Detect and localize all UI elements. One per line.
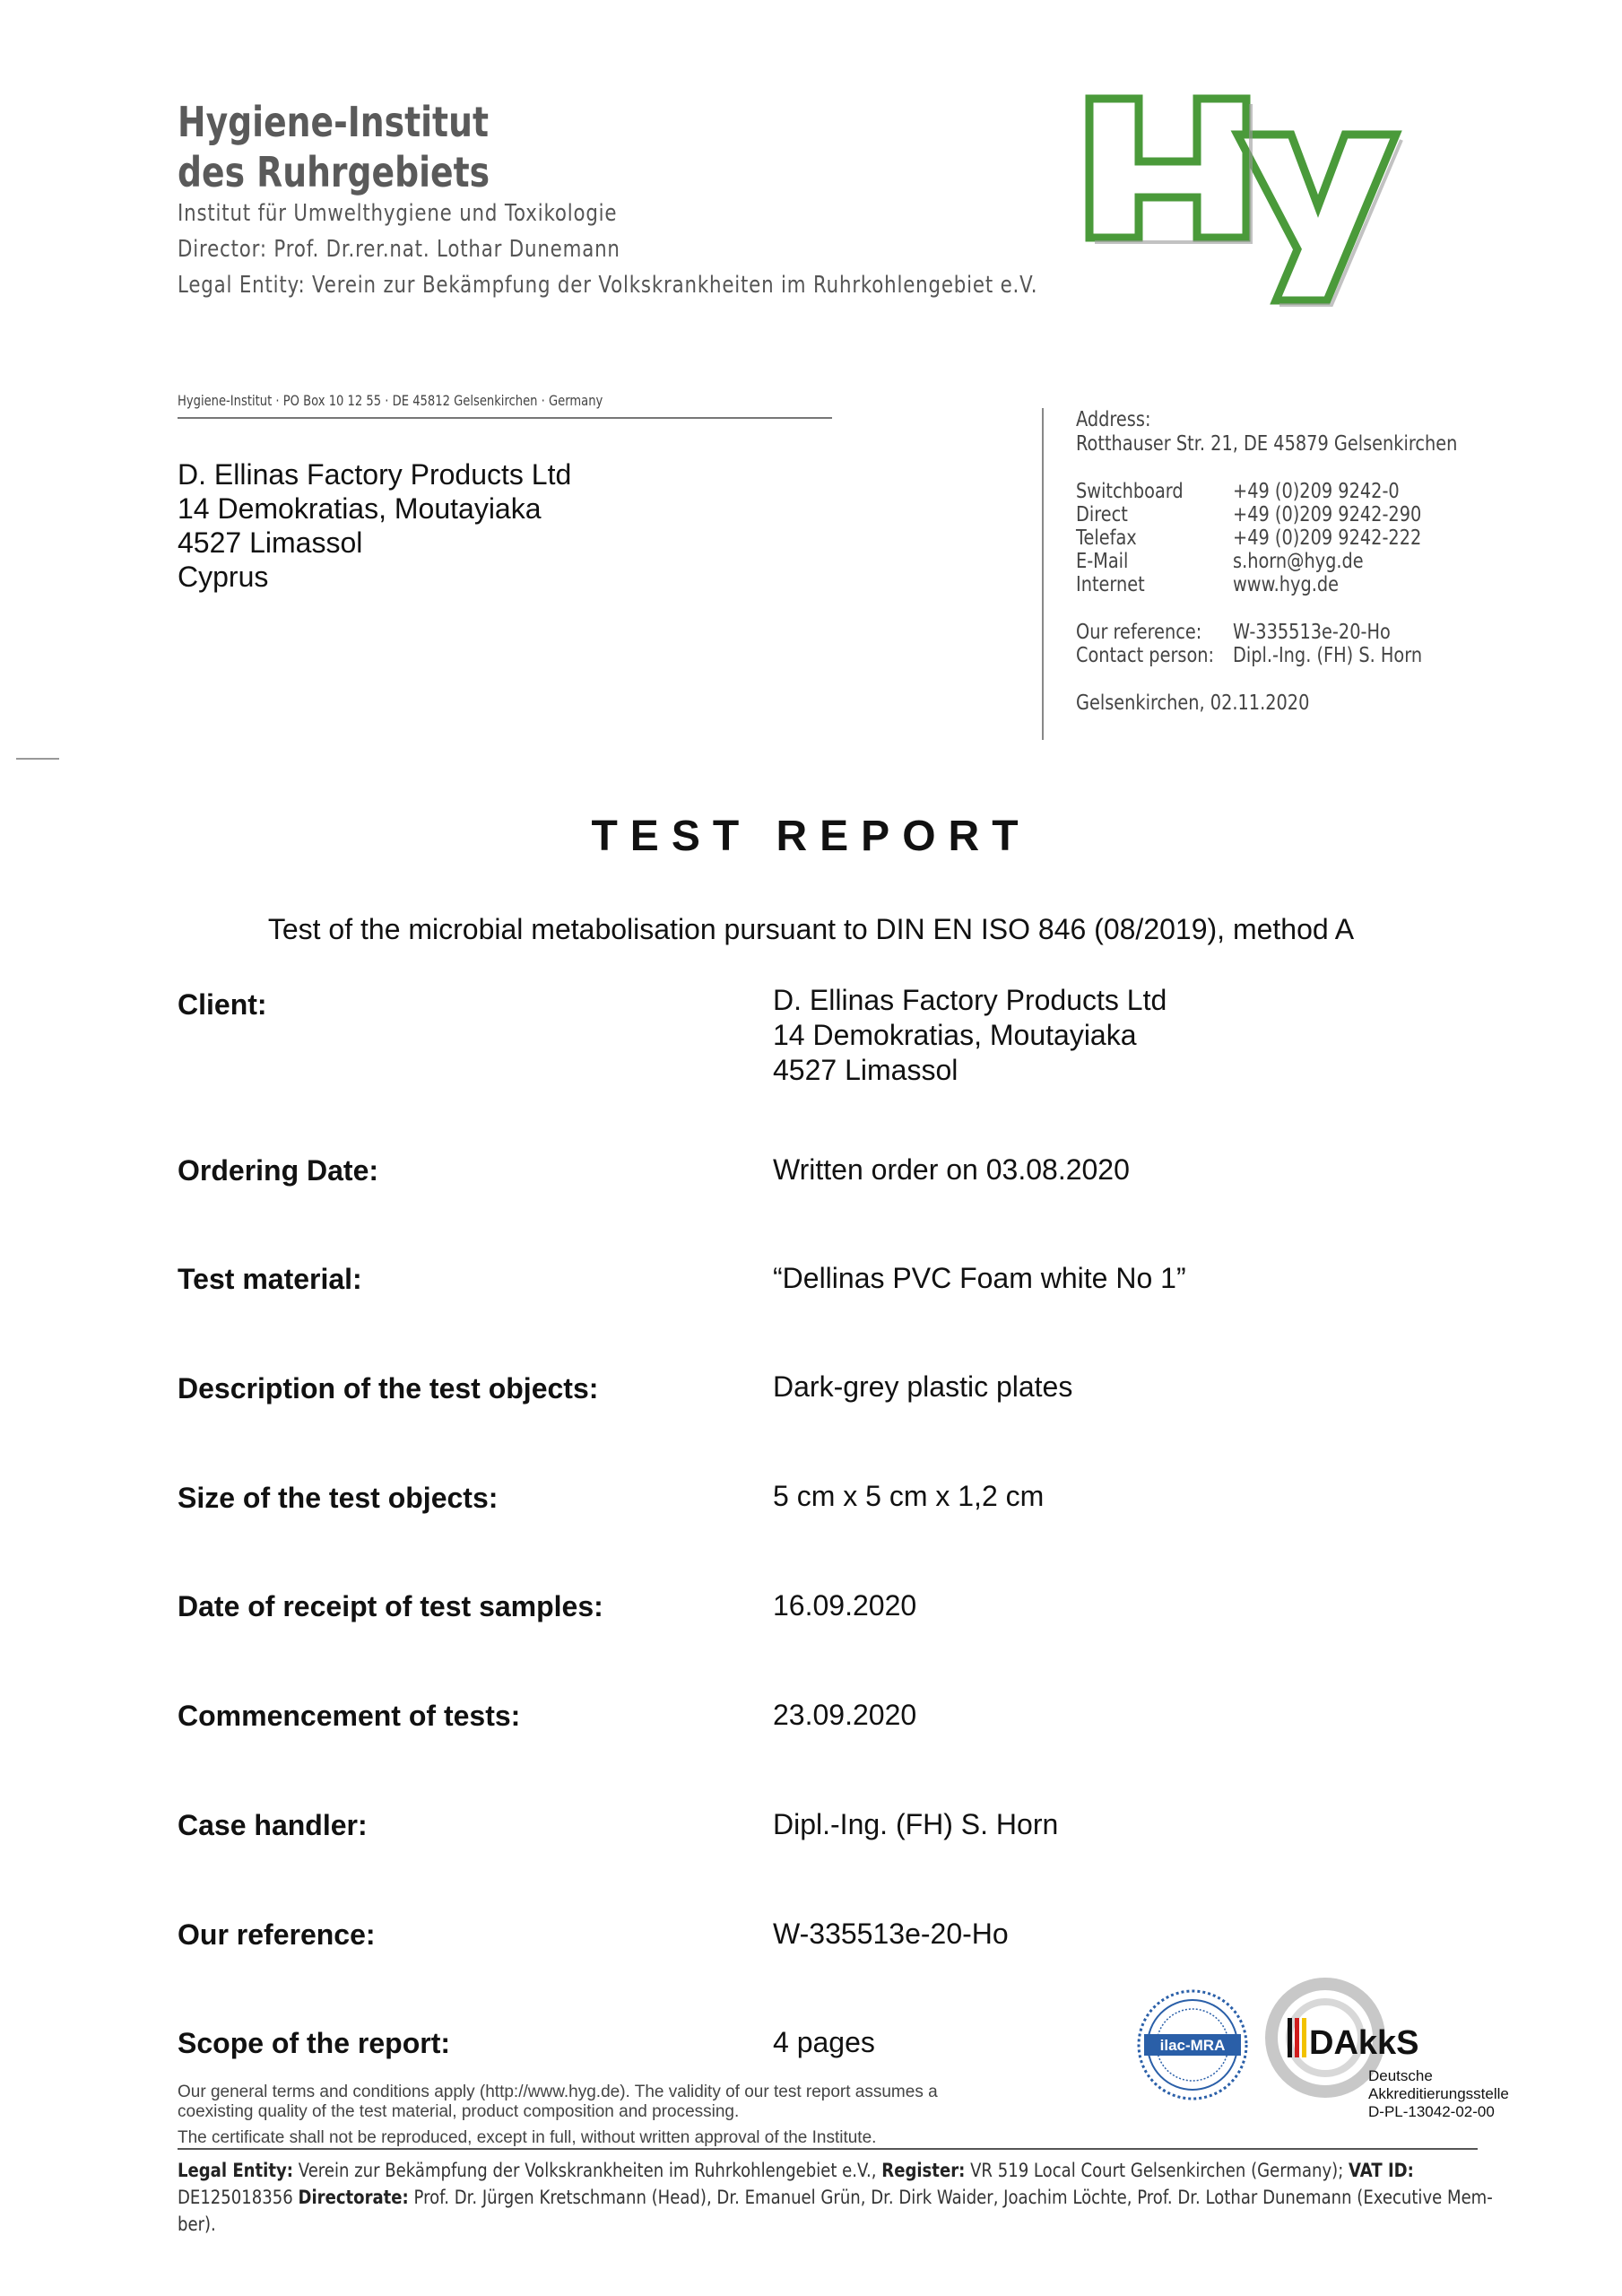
internet-label: Internet [1076,573,1145,596]
accreditation-seals [1137,1975,1558,2118]
directorate-label: Directorate: [298,2187,409,2208]
legal-line1 [178,2157,1414,2184]
directorate-text: Prof. Dr. Jürgen Kretschmann (Head), Dr. Emanuel Grün, Dr. Dirk Waider, Joachim Löchte, Prof. Dr. Lothar Dunemann (Executive Mem- [408,2187,1493,2208]
return-address: Hygiene-Institut · PO Box 10 12 55 · DE 45812 Gelsenkirchen · Germany [178,392,603,409]
contact-divider [1042,408,1044,740]
register-label: Register: [881,2160,966,2181]
reference-label: Our reference: [178,1918,376,1951]
direct-label: Direct [1076,503,1128,526]
contact-person-value: Dipl.-Ing. (FH) S. Horn [1233,644,1423,667]
client-value-city: 4527 Limassol [773,1054,958,1086]
client-value-company: D. Ellinas Factory Products Ltd [773,984,1167,1016]
legal-line2 [178,2184,1493,2211]
reference-value: W-335513e-20-Ho [773,1918,1009,1950]
case-handler-value: Dipl.-Ing. (FH) S. Horn [773,1808,1059,1840]
client-label: Client: [178,988,267,1021]
ordering-date-value: Written order on 03.08.2020 [773,1153,1130,1186]
switchboard-label: Switchboard [1076,480,1184,503]
our-reference-label: Our reference: [1076,621,1202,644]
dakks-line1: Deutsche [1368,2067,1433,2084]
ilac-mra-text: ilac-MRA [1159,2037,1226,2054]
legal-entity-label: Legal Entity: [178,2160,293,2181]
recipient-country: Cyprus [178,561,269,593]
return-address-rule [178,417,832,419]
ilac-mra-seal [1139,1991,1246,2099]
scope-label: Scope of the report: [178,2027,451,2059]
dakks-line3: D-PL-13042-02-00 [1368,2103,1495,2118]
report-subtitle: Test of the microbial metabolisation pursuant to DIN EN ISO 846 (08/2019), method A [267,913,1355,945]
terms-line3: The certificate shall not be reproduced, except in full, without written approval of the Institute. [178,2128,877,2147]
receipt-date-value: 16.09.2020 [773,1589,917,1622]
fold-mark [16,758,59,760]
client-value-street: 14 Demokratias, Moutayiaka [773,1019,1137,1051]
size-label: Size of the test objects: [178,1482,499,1514]
size-value: 5 cm x 5 cm x 1,2 cm [773,1480,1045,1512]
recipient-company: D. Ellinas Factory Products Ltd [178,458,572,491]
legal-entity-text: Verein zur Bekämpfung der Volkskrankheiten im Ruhrkohlengebiet e.V., [293,2160,882,2181]
footer-rule [178,2148,1478,2150]
dakks-text: DAkkS [1309,2024,1419,2062]
institute-legal-entity: Legal Entity: Verein zur Bekämpfung der Volkskrankheiten im Ruhrkohlengebiet e.V. [178,272,1038,299]
scope-value: 4 pages [773,2026,875,2058]
recipient-street: 14 Demokratias, Moutayiaka [178,492,542,525]
address-value: Rotthauser Str. 21, DE 45879 Gelsenkirchen [1076,432,1458,456]
institute-name-line2: des Ruhrgebiets [178,148,490,196]
commencement-value: 23.09.2020 [773,1699,917,1731]
legal-line3: ber). [178,2213,216,2235]
test-material-value: “Dellinas PVC Foam white No 1” [773,1262,1186,1294]
direct-value: +49 (0)209 9242-290 [1233,503,1422,526]
vat-label: VAT ID: [1349,2160,1414,2181]
description-value: Dark-grey plastic plates [773,1370,1073,1403]
terms-line2: coexisting quality of the test material, product composition and processing. [178,2102,740,2121]
internet-value: www.hyg.de [1233,573,1340,596]
case-handler-label: Case handler: [178,1809,368,1841]
commencement-label: Commencement of tests: [178,1700,521,1732]
vat-text: DE125018356 [178,2187,299,2208]
telefax-label: Telefax [1076,526,1137,550]
institute-subtitle: Institut für Umwelthygiene und Toxikologie [178,200,618,227]
our-reference-value: W-335513e-20-Ho [1233,621,1391,644]
address-label: Address: [1076,408,1151,431]
place-date: Gelsenkirchen, 02.11.2020 [1076,691,1310,715]
dakks-line2: Akkreditierungsstelle [1368,2085,1509,2102]
dakks-seal [1271,1984,1509,2118]
test-material-label: Test material: [178,1263,362,1295]
register-text: VR 519 Local Court Gelsenkirchen (Germany); [965,2160,1349,2181]
telefax-value: +49 (0)209 9242-222 [1233,526,1422,550]
contact-person-label: Contact person: [1076,644,1215,667]
switchboard-value: +49 (0)209 9242-0 [1233,480,1400,503]
institute-name-line1: Hygiene-Institut [178,98,489,146]
institute-director: Director: Prof. Dr.rer.nat. Lothar Dunemann [178,236,620,263]
hy-logo [1080,90,1403,309]
email-label: E-Mail [1076,550,1129,573]
email-value: s.horn@hyg.de [1233,550,1364,573]
terms-line1: Our general terms and conditions apply (http://www.hyg.de). The validity of our test report assumes a [178,2083,938,2101]
ordering-date-label: Ordering Date: [178,1154,379,1187]
description-label: Description of the test objects: [178,1372,599,1405]
receipt-date-label: Date of receipt of test samples: [178,1590,603,1622]
recipient-city: 4527 Limassol [178,526,363,559]
report-title: TEST REPORT [591,813,1031,860]
